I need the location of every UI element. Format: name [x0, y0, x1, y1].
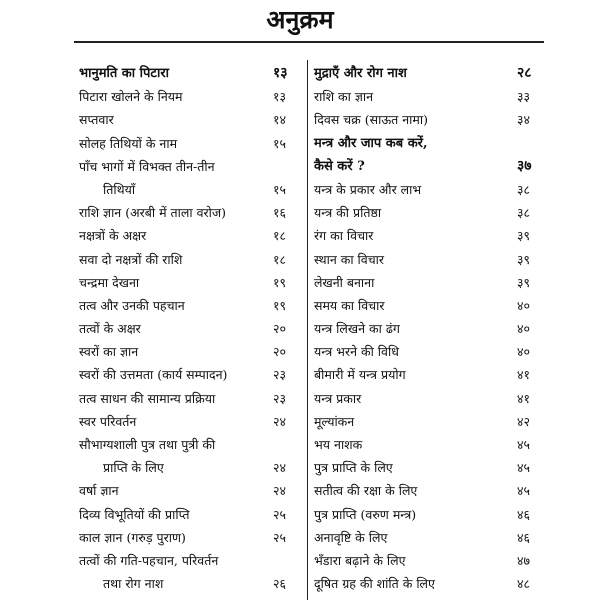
- toc-entry-title: नक्षत्रों के अक्षर: [79, 228, 147, 244]
- toc-entry-page: २८: [517, 65, 532, 81]
- toc-entry: [79, 410, 301, 433]
- toc-entry-page: २६: [273, 576, 287, 592]
- toc-entry: [79, 549, 301, 572]
- toc-entry-title: सतीत्व की रक्षा के लिए: [314, 483, 418, 499]
- toc-entry: [314, 456, 545, 479]
- toc-entry: [79, 224, 301, 247]
- toc-entry: [314, 62, 545, 85]
- toc-entry-page: २३: [273, 390, 287, 406]
- toc-entry-title: सौभाग्यशाली पुत्र तथा पुत्री की: [79, 437, 216, 452]
- toc-entry-title: काल ज्ञान (गरुड़ पुराण): [79, 529, 186, 545]
- toc-entry: [314, 572, 545, 595]
- toc-entry: [79, 317, 301, 340]
- toc-entry: [79, 503, 301, 526]
- toc-entry: [314, 224, 545, 247]
- toc-entry: [314, 433, 545, 456]
- toc-entry: [314, 479, 545, 502]
- toc-entry: [79, 479, 301, 502]
- toc-entry: [314, 178, 545, 201]
- toc-left-column: [79, 62, 301, 595]
- toc-entry-title: सोलह तिथियों के नाम: [79, 135, 178, 151]
- toc-entry-page: ४०: [517, 297, 531, 313]
- toc-entry: [79, 572, 301, 595]
- toc-entry-page: १६: [273, 205, 287, 221]
- toc-entry: [314, 155, 545, 178]
- toc-entry-page: ३९: [517, 274, 531, 290]
- toc-entry-page: ४५: [517, 460, 531, 476]
- toc-entry-title: रंग का विचार: [314, 228, 374, 244]
- toc-entry: [314, 294, 545, 317]
- toc-entry: [314, 410, 545, 433]
- toc-entry-title: यन्त्र के प्रकार और लाभ: [314, 181, 422, 197]
- toc-entry-title: तथा रोग नाश: [103, 576, 164, 592]
- toc-entry: [79, 108, 301, 131]
- toc-entry-page: ४०: [517, 344, 531, 360]
- toc-entry-title: तत्वों की गति-पहचान, परिवर्तन: [79, 552, 219, 568]
- toc-entry-page: ४६: [517, 529, 531, 545]
- toc-entry-page: १३: [273, 89, 287, 105]
- toc-entry-page: २०: [273, 344, 287, 360]
- toc-entry-page: ४८: [517, 576, 531, 592]
- toc-entry: [79, 178, 301, 201]
- toc-entry-title: स्वरों की उत्तमता (कार्य सम्पादन): [79, 367, 228, 383]
- toc-entry-title: बीमारी में यन्त्र प्रयोग: [314, 367, 406, 383]
- toc-entry: [314, 387, 545, 410]
- toc-entry-title: भय नाशक: [314, 437, 363, 452]
- toc-entry-title: मुद्राएँ और रोग नाश: [314, 66, 407, 81]
- toc-entry-page: ४१: [517, 367, 531, 383]
- toc-entry-title: तत्व और उनकी पहचान: [79, 297, 185, 313]
- toc-entry-title: तत्वों के अक्षर: [79, 321, 141, 337]
- toc-entry-page: ४५: [517, 437, 531, 452]
- toc-entry-title: तत्व साधन की सामान्य प्रक्रिया: [79, 390, 216, 406]
- toc-entry: [79, 433, 301, 456]
- toc-entry: [79, 456, 301, 479]
- toc-entry-page: १३: [273, 65, 288, 81]
- toc-entry-title: यन्त्र की प्रतिष्ठा: [314, 205, 382, 221]
- toc-entry-title: पाँच भागों में विभक्त तीन-तीन: [79, 158, 215, 174]
- toc-entry-page: ३८: [517, 205, 531, 221]
- toc-entry-page: ३९: [517, 251, 531, 267]
- toc-entry: [314, 271, 545, 294]
- toc-entry-page: २४: [273, 413, 287, 429]
- toc-entry: [79, 248, 301, 271]
- toc-entry-page: १८: [273, 251, 287, 267]
- toc-entry-page: ४०: [517, 321, 531, 337]
- toc-entry-title: दूषित ग्रह की शांति के लिए: [314, 576, 435, 592]
- toc-entry-title: यन्त्र भरने की विधि: [314, 344, 399, 360]
- toc-entry-title: समय का विचार: [314, 297, 385, 313]
- toc-entry: [314, 549, 545, 572]
- toc-entry-title: पुत्र प्राप्ति (वरुण मन्त्र): [314, 506, 417, 522]
- toc-entry-title: स्वर परिवर्तन: [79, 413, 137, 429]
- toc-entry: [314, 526, 545, 549]
- toc-entry: [314, 317, 545, 340]
- toc-entry-page: ३९: [517, 228, 531, 244]
- toc-entry-page: ३७: [517, 157, 532, 174]
- column-divider: [307, 60, 308, 600]
- toc-entry: [314, 132, 545, 155]
- toc-entry-page: ४५: [517, 483, 531, 499]
- toc-entry-title: अनावृष्टि के लिए: [314, 529, 388, 545]
- toc-entry-title: पिटारा खोलने के नियम: [79, 89, 183, 105]
- toc-entry-title: लेखनी बनाना: [314, 274, 375, 290]
- toc-entry-title: राशि ज्ञान (अरबी में ताला वरोज): [79, 205, 227, 221]
- toc-entry: [314, 363, 545, 386]
- toc-entry: [314, 248, 545, 271]
- toc-entry-title: भँडारा बढ़ाने के लिए: [314, 552, 406, 568]
- toc-entry-page: २५: [273, 506, 287, 522]
- toc-entry: [79, 201, 301, 224]
- toc-entry-page: ३८: [517, 181, 531, 197]
- toc-entry: [79, 294, 301, 317]
- toc-entry-title: दिवस चक्र (साऊत नामा): [314, 112, 428, 128]
- toc-entry-page: ४७: [517, 552, 531, 568]
- toc-entry: [314, 201, 545, 224]
- toc-entry-title: दिव्य विभूतियों की प्राप्ति: [79, 506, 190, 522]
- toc-entry: [79, 526, 301, 549]
- toc-entry-page: २५: [273, 529, 287, 545]
- toc-right-column: [314, 62, 545, 595]
- toc-entry-page: १९: [273, 274, 287, 290]
- toc-entry-title: यन्त्र लिखने का ढंग: [314, 321, 400, 337]
- toc-entry: [79, 340, 301, 363]
- toc-entry: [314, 85, 545, 108]
- toc-entry-page: १५: [273, 135, 287, 151]
- toc-entry-page: ४६: [517, 506, 531, 522]
- toc-entry: [79, 132, 301, 155]
- toc-entry-title: यन्त्र प्रकार: [314, 390, 362, 406]
- title-divider: [74, 41, 544, 43]
- toc-entry-title: मूल्यांकन: [314, 413, 355, 429]
- toc-entry: [314, 108, 545, 131]
- toc-entry-page: २४: [273, 460, 287, 476]
- toc-entry-title: कैसे करें ?: [314, 158, 365, 174]
- toc-entry-page: ३३: [517, 89, 531, 105]
- toc-entry-title: स्वरों का ज्ञान: [79, 344, 139, 360]
- toc-entry: [314, 503, 545, 526]
- toc-entry-title: चन्द्रमा देखना: [79, 274, 140, 290]
- toc-entry-page: २४: [273, 483, 287, 499]
- toc-entry-title: पुत्र प्राप्ति के लिए: [314, 460, 393, 476]
- toc-entry: [79, 85, 301, 108]
- toc-entry-title: प्राप्ति के लिए: [103, 460, 164, 476]
- toc-entry-page: १८: [273, 228, 287, 244]
- toc-entry-page: ४१: [517, 390, 531, 406]
- toc-entry-page: १९: [273, 297, 287, 313]
- toc-entry-page: ३४: [517, 112, 531, 128]
- toc-entry-title: सवा दो नक्षत्रों की राशि: [79, 251, 183, 267]
- toc-entry-title: वर्षा ज्ञान: [79, 483, 119, 499]
- toc-entry-page: ४२: [517, 413, 531, 429]
- toc-entry-page: १५: [273, 181, 287, 197]
- page-title: अनुक्रम: [266, 5, 334, 34]
- toc-entry-title: राशि का ज्ञान: [314, 89, 374, 105]
- toc-entry-page: २०: [273, 321, 287, 337]
- toc-entry-title: सप्तवार: [79, 112, 114, 128]
- toc-entry-title: भानुमति का पिटारा: [79, 66, 170, 81]
- toc-entry-title: स्थान का विचार: [314, 251, 385, 267]
- toc-entry: [79, 155, 301, 178]
- toc-entry-title: तिथियाँ: [103, 181, 136, 197]
- toc-entry: [79, 62, 301, 85]
- toc-entry-page: २३: [273, 367, 287, 383]
- toc-entry: [79, 387, 301, 410]
- toc-entry-page: १४: [273, 112, 287, 128]
- toc-entry: [314, 340, 545, 363]
- toc-entry: [79, 363, 301, 386]
- toc-entry: [79, 271, 301, 294]
- toc-entry-title: मन्त्र और जाप कब करें,: [314, 135, 428, 151]
